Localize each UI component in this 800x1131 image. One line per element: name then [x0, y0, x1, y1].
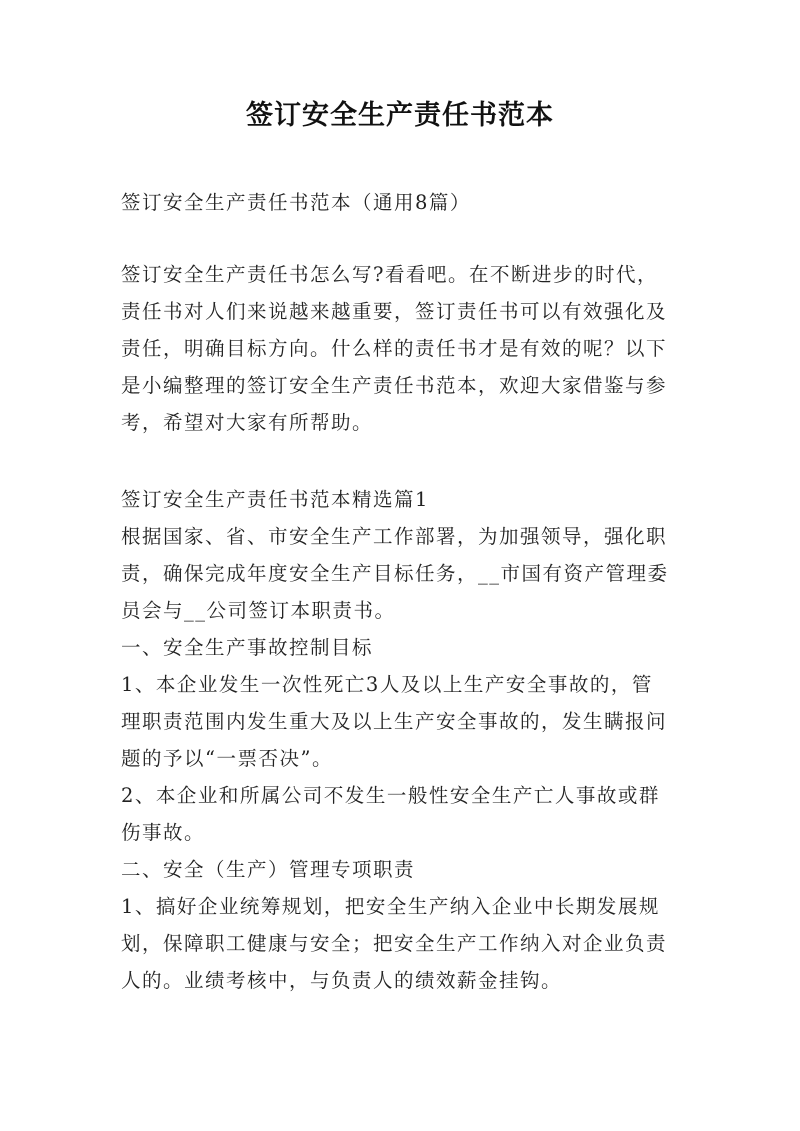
main-section [121, 481, 681, 999]
intro-paragraph [121, 256, 681, 441]
intro-line: 责任书对人们来说越来越重要，签订责任书可以有效强化及 [121, 300, 668, 323]
intro-line: 考，希望对大家有所帮助。 [121, 411, 374, 434]
section-heading: 二、安全（生产）管理专项职责 [121, 858, 416, 881]
body-line: 2、本企业和所属公司不发生一般性安全生产亡人事故或群 [121, 784, 660, 807]
section-heading: 签订安全生产责任书范本精选篇1 [121, 488, 429, 511]
body-line: 责，确保完成年度安全生产目标任务，__市国有资产管理委 [121, 562, 669, 585]
body-line: 1、本企业发生一次性死亡3人及以上生产安全事故的，管 [121, 673, 653, 696]
body-line: 划，保障职工健康与安全；把安全生产工作纳入对企业负责 [121, 932, 668, 955]
body-line: 理职责范围内发生重大及以上生产安全事故的，发生瞒报问 [121, 710, 668, 733]
page-title: 签订安全生产责任书范本 [246, 100, 554, 131]
body-line: 伤事故。 [121, 821, 206, 844]
body-line: 1、搞好企业统筹规划，把安全生产纳入企业中长期发展规 [121, 895, 660, 918]
body-line: 根据国家、省、市安全生产工作部署，为加强领导，强化职 [121, 525, 668, 548]
body-line: 题的予以“一票否决”。 [121, 747, 333, 770]
body-line: 人的。业绩考核中，与负责人的绩效薪金挂钩。 [121, 969, 563, 992]
intro-line: 签订安全生产责任书怎么写?看看吧。在不断进步的时代， [121, 263, 658, 286]
intro-line: 是小编整理的签订安全生产责任书范本，欢迎大家借鉴与参 [121, 374, 668, 397]
body-line: 员会与__公司签订本职责书。 [121, 599, 396, 622]
document-subtitle [121, 184, 681, 221]
subtitle-line: 签订安全生产责任书范本（通用8篇） [121, 191, 471, 214]
section-heading: 一、安全生产事故控制目标 [121, 636, 374, 659]
intro-line: 责任，明确目标方向。什么样的责任书才是有效的呢？以下 [121, 337, 668, 360]
